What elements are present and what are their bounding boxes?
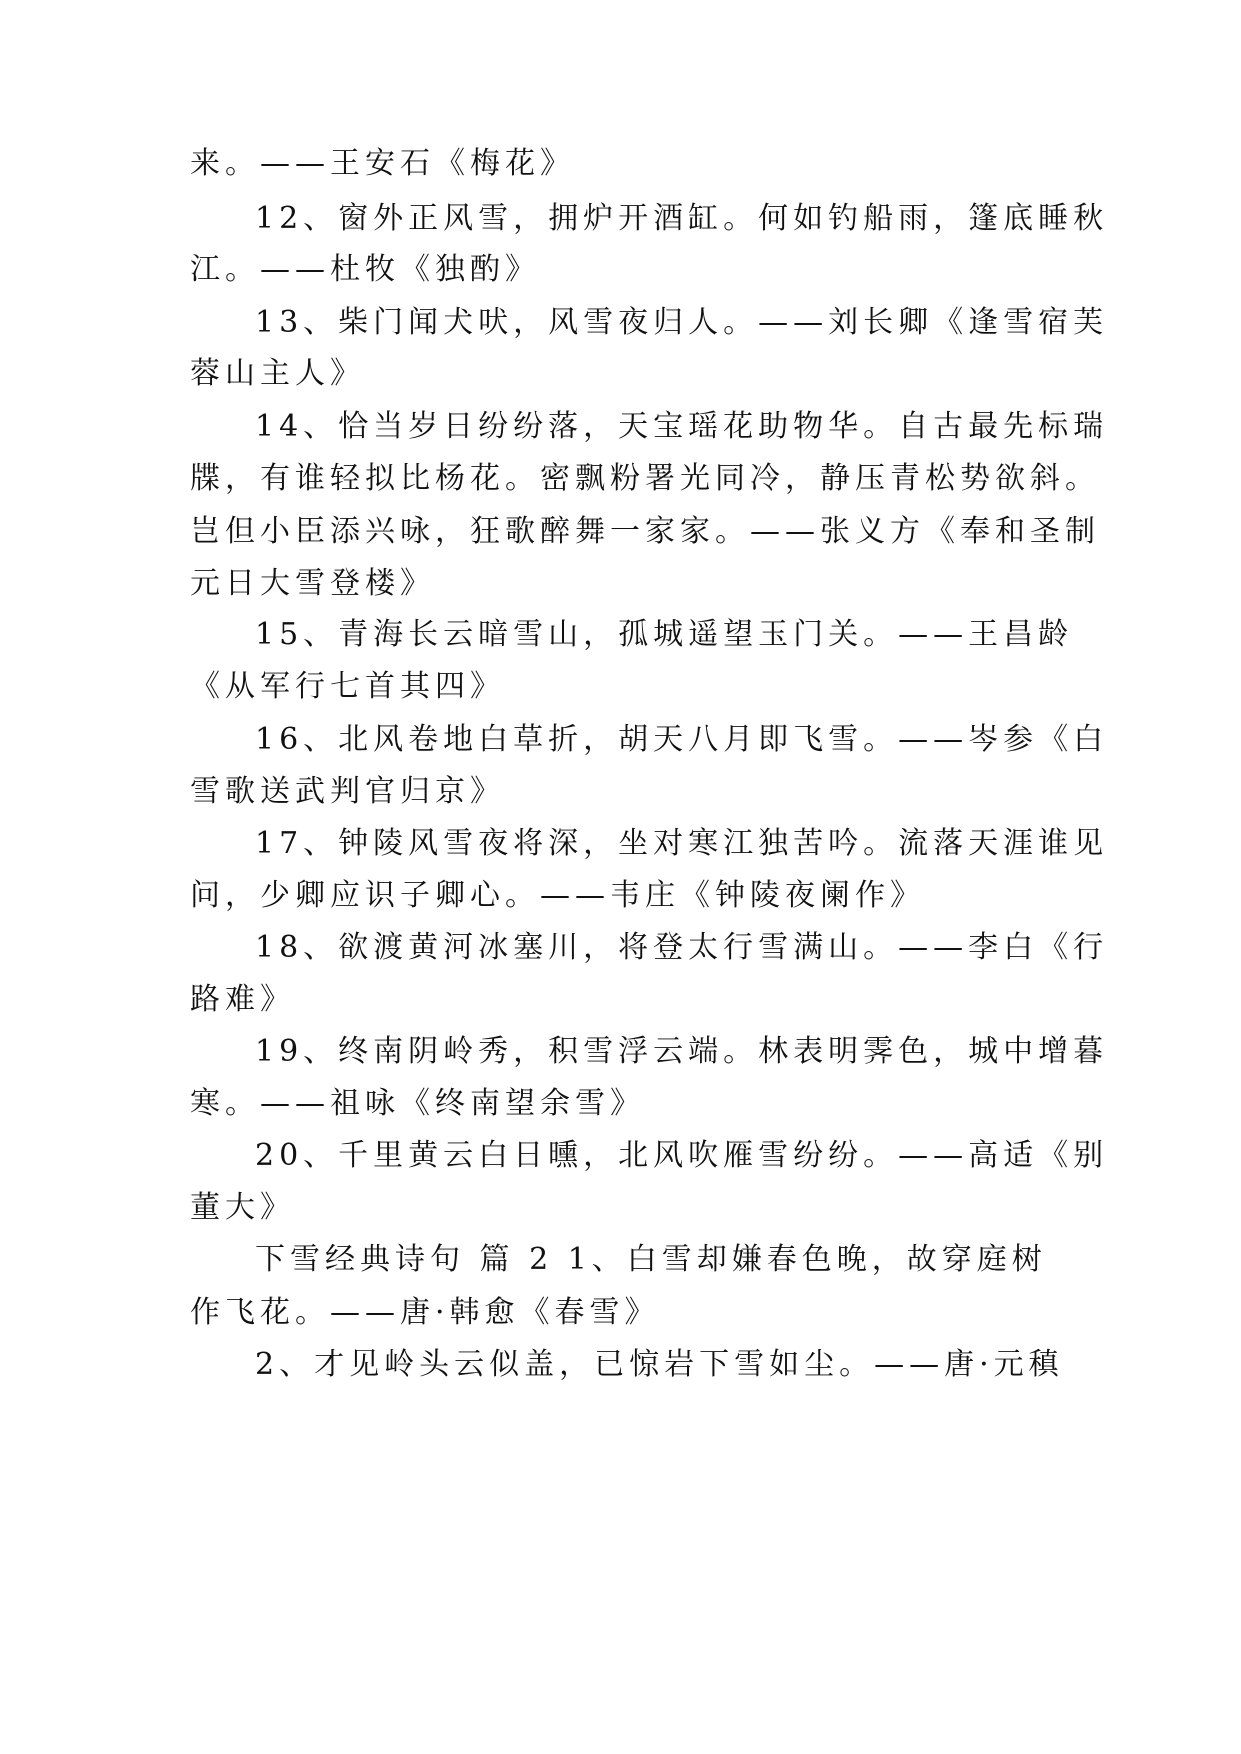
- text-line-16: 18、欲渡黄河冰塞川，将登太行雪满山。——李白《行: [255, 930, 1109, 965]
- text-line-17: 路难》: [190, 982, 295, 1017]
- text-line-3: 江。——杜牧《独酌》: [190, 252, 540, 287]
- text-line-18: 19、终南阴岭秀，积雪浮云端。林表明霁色，城中增暮: [255, 1034, 1109, 1069]
- text-line-12: 16、北风卷地白草折，胡天八月即飞雪。——岑参《白: [255, 722, 1109, 757]
- text-line-9: 元日大雪登楼》: [190, 566, 435, 601]
- text-line-19: 寒。——祖咏《终南望余雪》: [190, 1086, 645, 1121]
- text-line-20: 20、千里黄云白日曛，北风吹雁雪纷纷。——高适《别: [255, 1138, 1109, 1173]
- text-line-7: 牒，有谁轻拟比杨花。密飘粉署光同冷，静压青松势欲斜。: [190, 461, 1100, 496]
- text-line-14: 17、钟陵风雪夜将深，坐对寒江独苦吟。流落天涯谁见: [255, 826, 1109, 861]
- text-line-5: 蓉山主人》: [190, 356, 365, 391]
- text-line-8: 岂但小臣添兴咏，狂歌醉舞一家家。——张义方《奉和圣制: [190, 514, 1100, 549]
- text-line-24: 2、才见岭头云似盖，已惊岩下雪如尘。——唐·元稹: [255, 1347, 1064, 1382]
- text-line-13: 雪歌送武判官归京》: [190, 774, 505, 809]
- text-line-10: 15、青海长云暗雪山，孤城遥望玉门关。——王昌龄: [255, 617, 1074, 652]
- text-line-15: 问，少卿应识子卿心。——韦庄《钟陵夜阑作》: [190, 878, 925, 913]
- text-line-4: 13、柴门闻犬吠，风雪夜归人。——刘长卿《逢雪宿芙: [255, 305, 1109, 340]
- text-line-22: 下雪经典诗句 篇 2 1、白雪却嫌春色晚，故穿庭树: [255, 1242, 1047, 1277]
- text-line-6: 14、恰当岁日纷纷落，天宝瑶花助物华。自古最先标瑞: [255, 409, 1109, 444]
- text-line-1: 来。——王安石《梅花》: [190, 146, 575, 181]
- text-line-2: 12、窗外正风雪，拥炉开酒缸。何如钓船雨，篷底睡秋: [255, 201, 1109, 236]
- text-line-21: 董大》: [190, 1190, 295, 1225]
- text-line-23: 作飞花。——唐·韩愈《春雪》: [190, 1295, 660, 1330]
- text-line-11: 《从军行七首其四》: [190, 669, 505, 704]
